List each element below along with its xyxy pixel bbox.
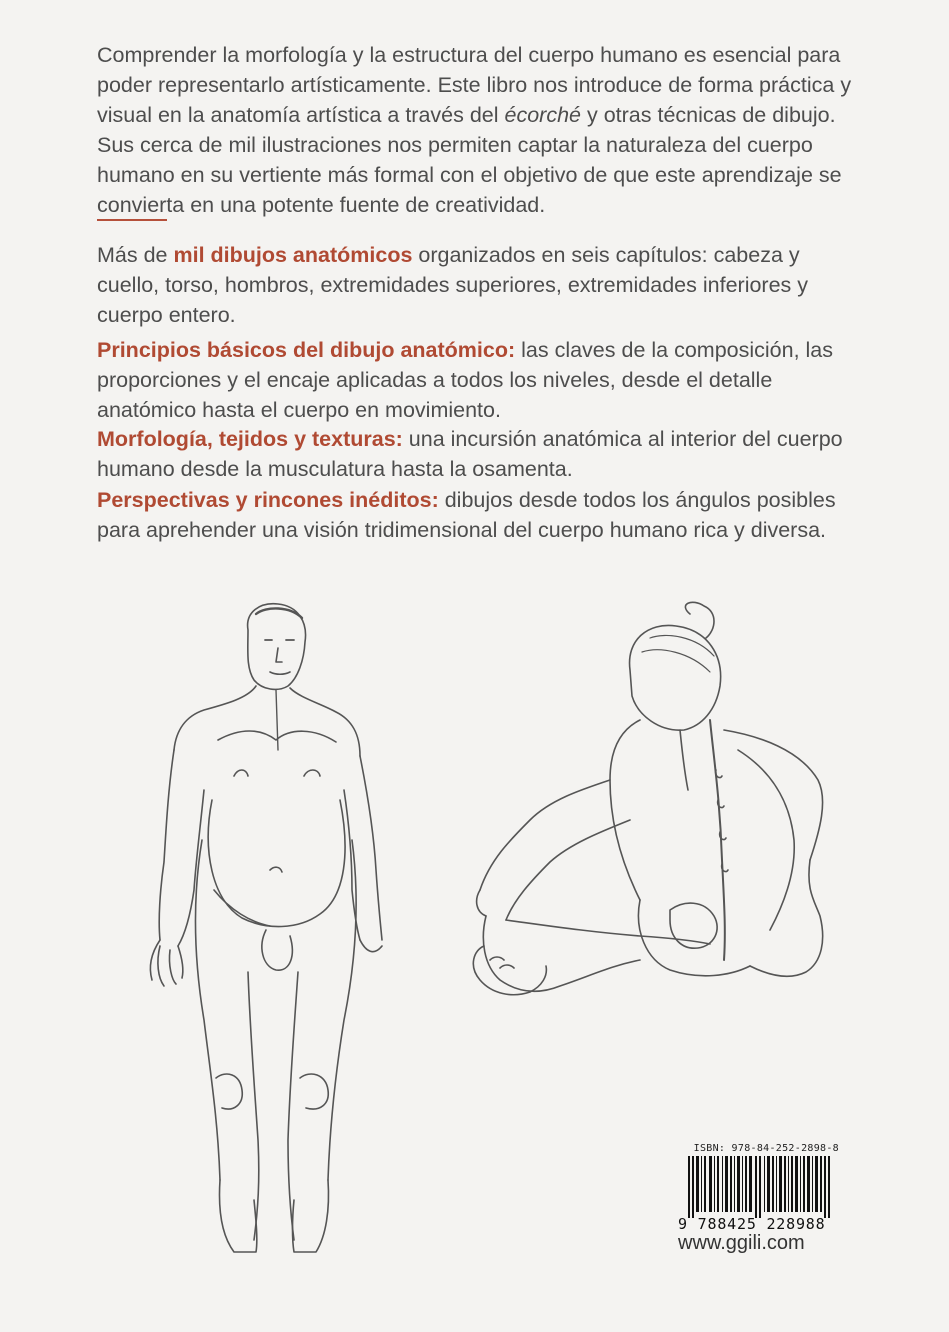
intro-paragraph bbox=[97, 40, 867, 220]
feature-highlight: Principios básicos del dibujo anatómico: bbox=[97, 338, 516, 362]
feature-text: una incursión anatómica al interior del cuerpo humano desde la musculatura hasta la osamenta. bbox=[97, 427, 843, 481]
barcode-block bbox=[678, 1142, 839, 1232]
ean-digits: 9 788425 228988 bbox=[678, 1215, 826, 1233]
accent-divider bbox=[97, 219, 167, 221]
intro-text-1: Comprender la morfología y la estructura del cuerpo humano es esencial para poder representarlo artísticamente. Este libro nos introduce de forma práctica y visual en la anatomía artística a través del bbox=[97, 43, 852, 127]
feature-drawings bbox=[97, 240, 867, 330]
feature-prefix: Más de bbox=[97, 243, 174, 267]
intro-text-2: y otras técnicas de dibujo. Sus cerca de mil ilustraciones nos permiten captar la naturaleza del cuerpo humano en su vertiente más formal con el objetivo de que este aprendizaje se convierta en una potente fuente de creatividad. bbox=[97, 103, 842, 217]
barcode-bars bbox=[678, 1156, 839, 1218]
feature-text: dibujos desde todos los ángulos posibles para aprehender una visión tridimensional del cuerpo humano rica y diversa. bbox=[97, 488, 836, 542]
feature-text: organizados en seis capítulos: cabeza y cuello, torso, hombros, extremidades superiores, extremidades inferiores y cuerpo entero. bbox=[97, 243, 809, 327]
feature-text: las claves de la composición, las proporciones y el encaje aplicadas a todos los niveles, desde el detalle anatómico hasta el cuerpo en movimiento. bbox=[97, 338, 834, 422]
standing-figure-illustration bbox=[130, 600, 420, 1260]
feature-highlight: Perspectivas y rincones inéditos: bbox=[97, 488, 439, 512]
isbn-label: ISBN: 978-84-252-2898-8 bbox=[693, 1143, 839, 1154]
feature-principles bbox=[97, 335, 867, 425]
intro-italic-term: écorché bbox=[504, 103, 582, 127]
feature-highlight: Morfología, tejidos y texturas: bbox=[97, 427, 403, 451]
feature-perspectives bbox=[97, 485, 867, 545]
seated-figure-illustration bbox=[470, 600, 850, 1040]
publisher-url[interactable]: www.ggili.com bbox=[678, 1232, 805, 1254]
feature-highlight: mil dibujos anatómicos bbox=[173, 243, 413, 267]
feature-morphology bbox=[97, 424, 867, 484]
